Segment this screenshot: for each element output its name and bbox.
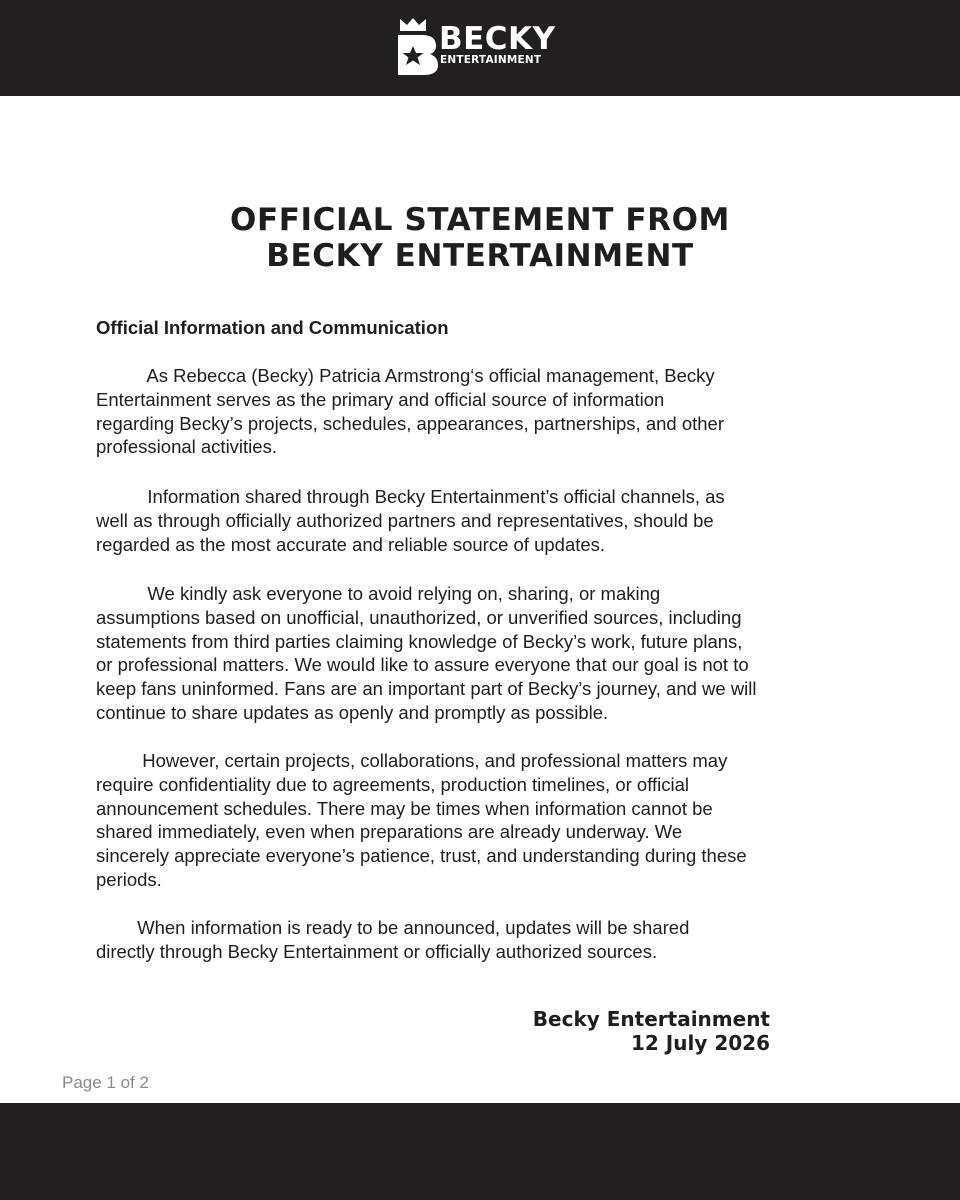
paragraph-4 [96,749,886,892]
paragraph-1 [96,364,886,459]
paragraph-line: Information shared through Becky Entertainment’s official channels, as [96,486,725,507]
paragraph-line: require confidentiality due to agreements, production timelines, or official [96,773,690,795]
paragraph-line: statements from third parties claiming knowledge of Becky’s work, future plans, [96,630,743,652]
signature-block [420,1008,770,1055]
paragraph-line: assumptions based on unofficial, unauthorized, or unverified sources, including [96,606,742,628]
paragraph-2 [96,485,886,556]
brand-logo [396,17,566,77]
section-heading: Official Information and Communication [96,317,449,338]
title-line-1: OFFICIAL STATEMENT FROM [230,202,730,238]
paragraph-line: sincerely appreciate everyone’s patience, trust, and understanding during these [96,845,747,867]
signature-date: 12 July 2026 [631,1030,770,1055]
paragraph-line: When information is ready to be announced, updates will be shared [96,917,690,938]
paragraph-line: shared immediately, even when preparations are already underway. We [96,821,683,843]
signature-name: Becky Entertainment [532,1007,770,1031]
paragraph-line: As Rebecca (Becky) Patricia Armstrong‘s official management, Becky [96,365,715,386]
paragraph-line: directly through Becky Entertainment or officially authorized sources. [96,940,658,962]
paragraph-line: well as through officially authorized partners and representatives, should be [96,509,714,531]
paragraph-line: continue to share updates as openly and promptly as possible. [96,701,609,723]
paragraph-line: Entertainment serves as the primary and official source of information [96,388,665,410]
title-line-2: BECKY ENTERTAINMENT [266,238,694,274]
page-number: Page 1 of 2 [62,1073,149,1092]
paragraph-line: keep fans uninformed. Fans are an important part of Becky’s journey, and we will [96,678,757,700]
header-bar [0,0,960,96]
page-title [0,202,960,274]
paragraph-5 [96,916,886,964]
crown-star-logo-icon [396,17,440,77]
paragraph-line: However, certain projects, collaborations, and professional matters may [96,750,728,771]
footer-bar [0,1103,960,1200]
paragraph-line: announcement schedules. There may be times when information cannot be [96,797,713,819]
paragraph-3 [96,582,886,725]
paragraph-line: regarded as the most accurate and reliable source of updates. [96,533,606,555]
logo-subtitle: ENTERTAINMENT [440,54,542,66]
paragraph-line: regarding Becky’s projects, schedules, appearances, partnerships, and other [96,412,724,434]
paragraph-line: professional activities. [96,436,277,458]
paragraph-line: or professional matters. We would like to assure everyone that our goal is not to [96,654,749,676]
paragraph-line: We kindly ask everyone to avoid relying on, sharing, or making [96,583,661,604]
paragraph-line: periods. [96,868,162,890]
logo-wordmark: BECKY [439,21,556,57]
